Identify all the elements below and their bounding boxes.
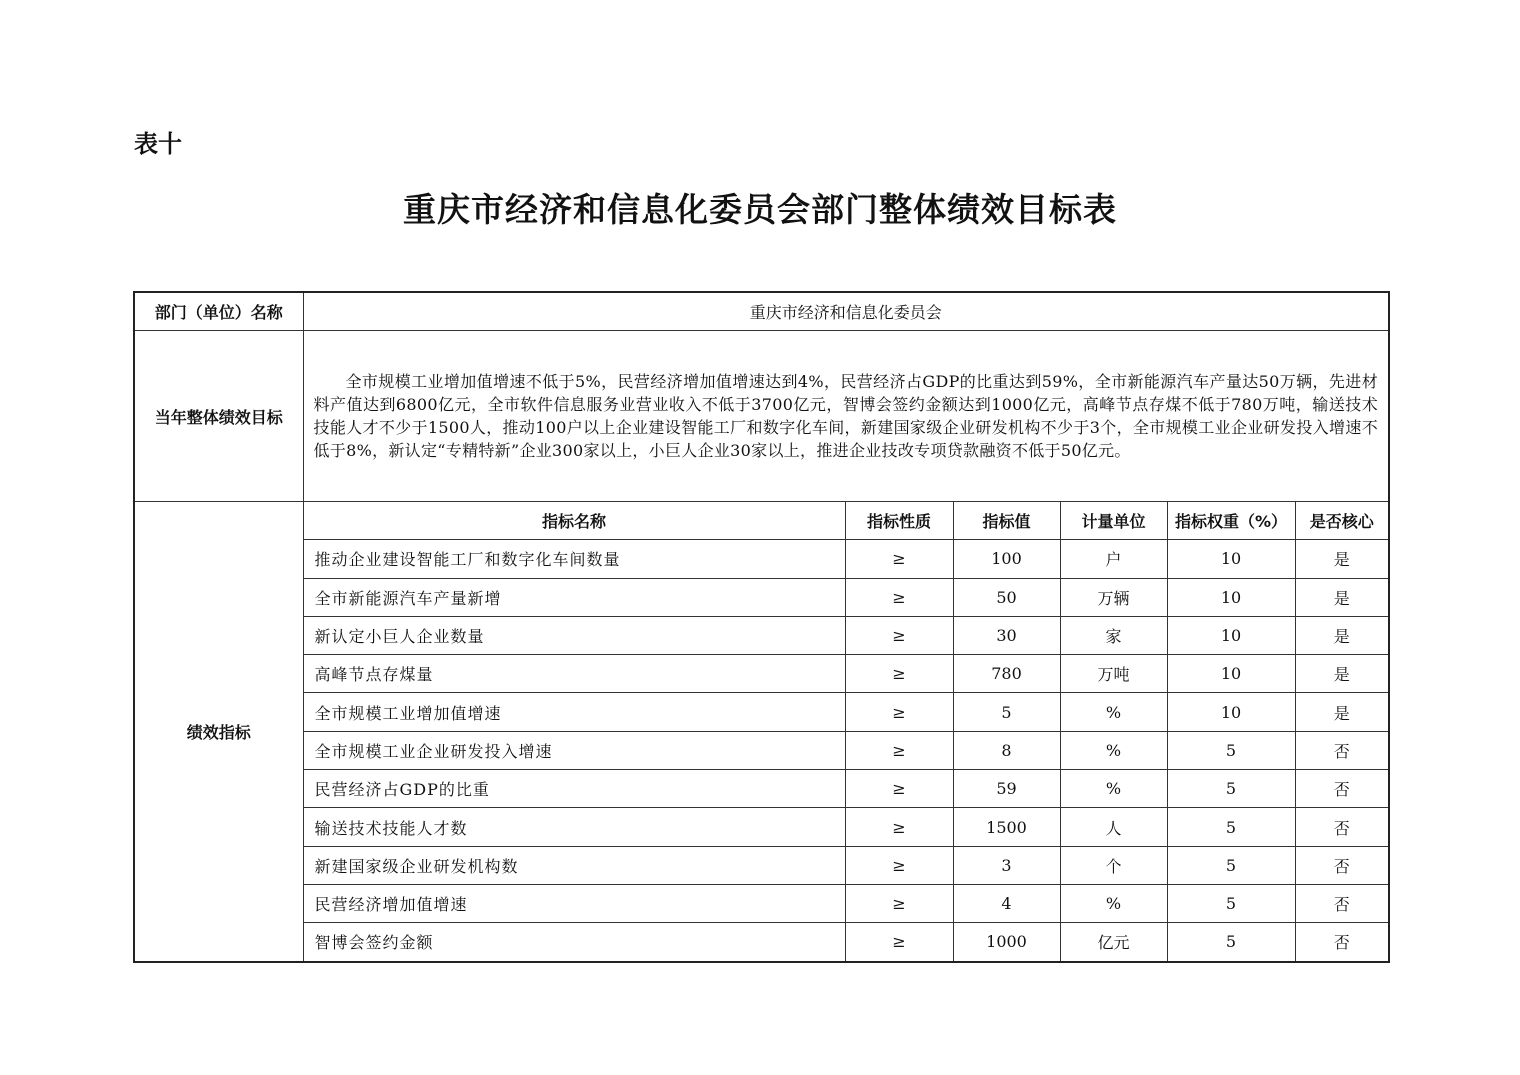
indicator-unit: 万辆 <box>1060 578 1167 616</box>
indicator-nature: ≥ <box>845 616 953 654</box>
indicator-name: 输送技术技能人才数 <box>303 808 845 846</box>
indicator-weight: 5 <box>1167 731 1295 769</box>
indicator-unit: % <box>1060 731 1167 769</box>
indicator-value: 3 <box>953 846 1060 884</box>
dept-row <box>134 292 1389 331</box>
indicator-weight: 10 <box>1167 655 1295 693</box>
indicator-name: 新认定小巨人企业数量 <box>303 616 845 654</box>
indicator-nature: ≥ <box>845 770 953 808</box>
indicator-core: 否 <box>1295 808 1389 846</box>
indicator-nature: ≥ <box>845 540 953 578</box>
indicator-weight: 5 <box>1167 808 1295 846</box>
performance-target-table <box>133 291 1390 963</box>
indicator-unit: 个 <box>1060 846 1167 884</box>
indicator-core: 是 <box>1295 578 1389 616</box>
indicator-unit: % <box>1060 770 1167 808</box>
indicator-nature: ≥ <box>845 655 953 693</box>
indicator-core: 否 <box>1295 731 1389 769</box>
indicator-name: 全市规模工业企业研发投入增速 <box>303 731 845 769</box>
col-header-weight: 指标权重（%） <box>1167 502 1295 540</box>
indicator-name: 全市新能源汽车产量新增 <box>303 578 845 616</box>
indicator-unit: 人 <box>1060 808 1167 846</box>
indicator-core: 否 <box>1295 884 1389 922</box>
indicator-value: 50 <box>953 578 1060 616</box>
indicator-name: 全市规模工业增加值增速 <box>303 693 845 731</box>
indicator-weight: 10 <box>1167 578 1295 616</box>
indicator-name: 高峰节点存煤量 <box>303 655 845 693</box>
col-header-unit: 计量单位 <box>1060 502 1167 540</box>
indicator-nature: ≥ <box>845 884 953 922</box>
table-row <box>134 616 1389 654</box>
indicator-name: 民营经济占GDP的比重 <box>303 770 845 808</box>
indicators-section-label: 绩效指标 <box>134 502 303 962</box>
indicator-value: 8 <box>953 731 1060 769</box>
table-number-label: 表十 <box>134 130 182 158</box>
indicator-nature: ≥ <box>845 693 953 731</box>
indicator-unit: % <box>1060 693 1167 731</box>
indicator-value: 1000 <box>953 923 1060 962</box>
indicator-value: 59 <box>953 770 1060 808</box>
indicator-name: 新建国家级企业研发机构数 <box>303 846 845 884</box>
table-row <box>134 923 1389 962</box>
indicator-core: 否 <box>1295 846 1389 884</box>
col-header-core: 是否核心 <box>1295 502 1389 540</box>
indicator-weight: 10 <box>1167 616 1295 654</box>
indicator-weight: 5 <box>1167 884 1295 922</box>
indicator-core: 是 <box>1295 693 1389 731</box>
col-header-value: 指标值 <box>953 502 1060 540</box>
indicator-value: 30 <box>953 616 1060 654</box>
indicator-core: 否 <box>1295 770 1389 808</box>
indicator-weight: 10 <box>1167 540 1295 578</box>
indicator-unit: 万吨 <box>1060 655 1167 693</box>
document-title: 重庆市经济和信息化委员会部门整体绩效目标表 <box>403 190 1117 229</box>
indicator-header-row <box>134 502 1389 540</box>
table-row <box>134 846 1389 884</box>
dept-label: 部门（单位）名称 <box>134 292 303 331</box>
indicator-unit: % <box>1060 884 1167 922</box>
table-row <box>134 540 1389 578</box>
indicator-weight: 5 <box>1167 846 1295 884</box>
table-row <box>134 655 1389 693</box>
indicator-name: 智博会签约金额 <box>303 923 845 962</box>
table-row <box>134 770 1389 808</box>
col-header-name: 指标名称 <box>303 502 845 540</box>
indicator-value: 4 <box>953 884 1060 922</box>
indicator-weight: 10 <box>1167 693 1295 731</box>
table-row <box>134 808 1389 846</box>
table-row <box>134 731 1389 769</box>
indicator-nature: ≥ <box>845 846 953 884</box>
indicator-nature: ≥ <box>845 923 953 962</box>
indicator-weight: 5 <box>1167 923 1295 962</box>
indicator-unit: 亿元 <box>1060 923 1167 962</box>
indicator-name: 民营经济增加值增速 <box>303 884 845 922</box>
goal-text: 全市规模工业增加值增速不低于5%，民营经济增加值增速达到4%，民营经济占GDP的比重达到59%，全市新能源汽车产量达50万辆，先进材料产值达到6800亿元，全市软件信息服务业营业收入不低于3700亿元，智博会签约金额达到1000亿元，高峰节点存煤不低于780万吨，输送技术技能人才不少于1500人，推动100户以上企业建设智能工厂和数字化车间，新建国家级企业研发机构不少于3个，全市规模工业企业研发投入增速不低于8%，新认定“专精特新”企业300家以上，小巨人企业30家以上，推进企业技改专项贷款融资不低于50亿元。 <box>303 331 1389 502</box>
indicator-nature: ≥ <box>845 731 953 769</box>
table-row <box>134 578 1389 616</box>
indicator-core: 是 <box>1295 540 1389 578</box>
indicator-value: 100 <box>953 540 1060 578</box>
goal-row <box>134 331 1389 502</box>
indicator-unit: 户 <box>1060 540 1167 578</box>
col-header-nature: 指标性质 <box>845 502 953 540</box>
goal-label: 当年整体绩效目标 <box>134 331 303 502</box>
indicator-weight: 5 <box>1167 770 1295 808</box>
indicator-name: 推动企业建设智能工厂和数字化车间数量 <box>303 540 845 578</box>
indicator-nature: ≥ <box>845 808 953 846</box>
indicator-value: 780 <box>953 655 1060 693</box>
indicator-core: 是 <box>1295 655 1389 693</box>
indicator-core: 是 <box>1295 616 1389 654</box>
table-row <box>134 884 1389 922</box>
dept-name-value: 重庆市经济和信息化委员会 <box>303 292 1389 331</box>
indicator-core: 否 <box>1295 923 1389 962</box>
indicator-unit: 家 <box>1060 616 1167 654</box>
indicator-nature: ≥ <box>845 578 953 616</box>
table-row <box>134 693 1389 731</box>
indicator-value: 5 <box>953 693 1060 731</box>
indicator-value: 1500 <box>953 808 1060 846</box>
